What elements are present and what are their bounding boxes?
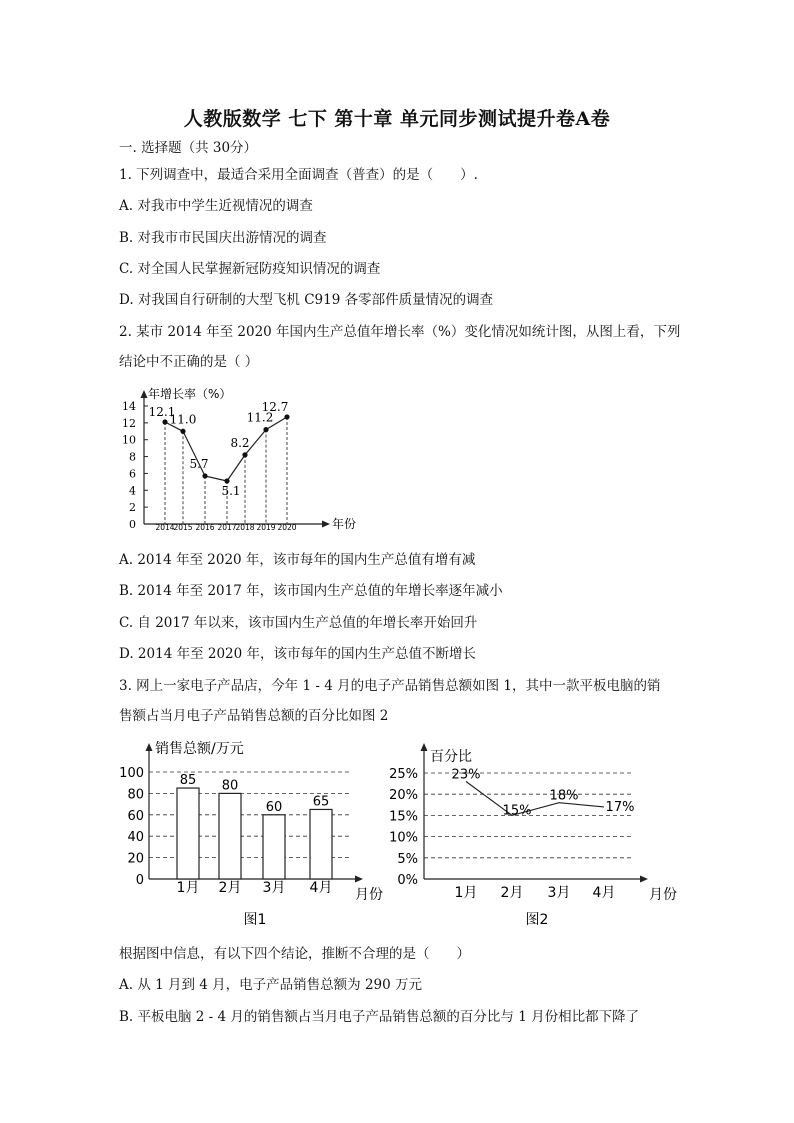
y-tick-label: 20 <box>127 851 144 867</box>
x-axis-label: 月份 <box>355 887 383 903</box>
x-tick-label: 2016 <box>195 523 215 532</box>
bar <box>263 815 285 879</box>
page-title: 人教版数学 七下 第十章 单元同步测试提升卷A卷 <box>183 108 611 130</box>
x-tick-label: 3月 <box>262 880 286 896</box>
data-point <box>242 452 247 457</box>
data-label: 12.7 <box>261 399 289 414</box>
sales-bar-chart <box>118 735 388 935</box>
bar <box>177 788 199 879</box>
data-label: 11.2 <box>246 410 274 425</box>
x-tick-label: 2018 <box>235 523 255 532</box>
bar <box>219 793 241 879</box>
q1-option-a: A. 对我市中学生近视情况的调查 <box>119 198 313 214</box>
y-axis-arrow <box>146 743 153 751</box>
bar-value-label: 85 <box>179 773 197 789</box>
y-tick-label: 0 <box>135 873 144 888</box>
x-tick-label: 4月 <box>309 880 333 896</box>
x-tick-label: 2014 <box>155 523 175 532</box>
data-label: 5.7 <box>189 456 209 471</box>
y-axis-label: 销售总额/万元 <box>155 741 244 757</box>
x-axis-arrow <box>322 521 330 528</box>
y-tick-label: 8 <box>129 450 136 464</box>
q3-follow-text: 根据图中信息，有以下四个结论，推断不合理的是（ ） <box>119 946 470 962</box>
data-label: 18% <box>549 788 579 804</box>
y-tick-label: 15% <box>389 809 418 825</box>
x-tick-label: 2020 <box>277 523 297 532</box>
y-tick-label: 6 <box>129 467 136 481</box>
data-point <box>202 473 207 478</box>
x-tick-label: 3月 <box>547 885 571 901</box>
y-tick-label: 80 <box>127 787 144 803</box>
data-label: 8.2 <box>230 435 250 450</box>
y-axis-arrow <box>421 743 428 751</box>
q2-option-a: A. 2014 年至 2020 年，该市每年的国内生产总值有增有减 <box>119 552 476 568</box>
x-tick-label: 2月 <box>218 880 242 896</box>
data-point <box>162 419 167 424</box>
q1-option-d: D. 对我国自行研制的大型飞机 C919 各零部件质量情况的调查 <box>119 292 494 308</box>
bar-value-label: 80 <box>221 778 239 794</box>
x-tick-label: 2017 <box>217 523 237 532</box>
percent-line-chart <box>385 735 685 935</box>
data-label: 17% <box>605 799 635 815</box>
data-point <box>284 414 289 419</box>
y-tick-label: 100 <box>119 766 144 781</box>
chart-caption: 图1 <box>243 912 267 928</box>
x-tick-label: 1月 <box>454 885 478 901</box>
x-tick-label: 4月 <box>592 885 616 901</box>
x-axis-label: 月份 <box>649 887 677 903</box>
q3-stem-line1: 3. 网上一家电子产品店，今年 1 - 4 月的电子产品销售总额如图 1，其中一款平板电脑的销 <box>119 678 661 694</box>
y-tick-label: 10 <box>122 433 136 447</box>
data-label: 23% <box>451 767 481 783</box>
y-tick-label: 12 <box>122 416 136 430</box>
chart-caption: 图2 <box>525 912 549 928</box>
y-tick-label: 5% <box>397 851 418 867</box>
x-tick-label: 1月 <box>176 880 200 896</box>
y-axis-arrow <box>141 390 148 398</box>
growth-rate-line-chart <box>118 382 368 534</box>
x-axis-label: 年份 <box>332 517 357 531</box>
x-axis-arrow <box>355 876 363 883</box>
data-point <box>224 478 229 483</box>
y-axis-label: 百分比 <box>430 749 472 765</box>
y-tick-label: 20% <box>389 788 418 804</box>
data-label: 15% <box>502 803 532 819</box>
q1-option-b: B. 对我市市民国庆出游情况的调查 <box>119 230 327 246</box>
data-label: 12.1 <box>148 405 176 420</box>
y-axis-label: 年增长率（%） <box>148 387 232 401</box>
x-tick-label: 2月 <box>500 885 524 901</box>
q3-option-b: B. 平板电脑 2 - 4 月的销售额占当月电子产品销售总额的百分比与 1 月份相比都下降了 <box>119 1009 640 1025</box>
q3-stem-line2: 售额占当月电子产品销售总额的百分比如图 2 <box>119 708 389 724</box>
q2-option-c: C. 自 2017 年以来，该市国内生产总值的年增长率开始回升 <box>119 615 478 631</box>
bar-value-label: 65 <box>312 794 330 810</box>
section-heading: 一. 选择题（共 30分） <box>119 140 258 156</box>
q2-option-b: B. 2014 年至 2017 年，该市国内生产总值的年增长率逐年减小 <box>119 583 503 599</box>
y-tick-label: 0 <box>129 518 136 531</box>
y-tick-label: 14 <box>122 400 136 413</box>
bar <box>310 809 332 879</box>
bar-value-label: 60 <box>265 799 283 815</box>
x-axis-arrow <box>640 876 648 883</box>
data-point <box>180 429 185 434</box>
x-tick-label: 2015 <box>173 523 193 532</box>
q1-stem: 1. 下列调查中，最适合采用全面调查（普查）的是（ ）. <box>119 167 478 183</box>
data-label: 11.0 <box>169 412 197 427</box>
q2-stem-line2: 结论中不正确的是（ ） <box>119 354 259 370</box>
series-line <box>466 781 604 815</box>
y-tick-label: 2 <box>129 501 136 515</box>
y-tick-label: 40 <box>127 830 144 846</box>
x-tick-label: 2019 <box>256 523 276 532</box>
data-point <box>263 427 268 432</box>
y-tick-label: 0% <box>397 873 418 888</box>
data-label: 5.1 <box>221 484 241 499</box>
q1-option-c: C. 对全国人民掌握新冠防疫知识情况的调查 <box>119 261 381 277</box>
y-tick-label: 25% <box>389 767 418 782</box>
y-tick-label: 60 <box>127 808 144 824</box>
q3-option-a: A. 从 1 月到 4 月，电子产品销售总额为 290 万元 <box>119 977 423 993</box>
y-tick-label: 4 <box>129 484 136 498</box>
q2-stem-line1: 2. 某市 2014 年至 2020 年国内生产总值年增长率（%）变化情况如统计图，从图上看，下列 <box>119 324 681 340</box>
q2-option-d: D. 2014 年至 2020 年，该市每年的国内生产总值不断增长 <box>119 646 477 662</box>
y-tick-label: 10% <box>389 830 418 846</box>
